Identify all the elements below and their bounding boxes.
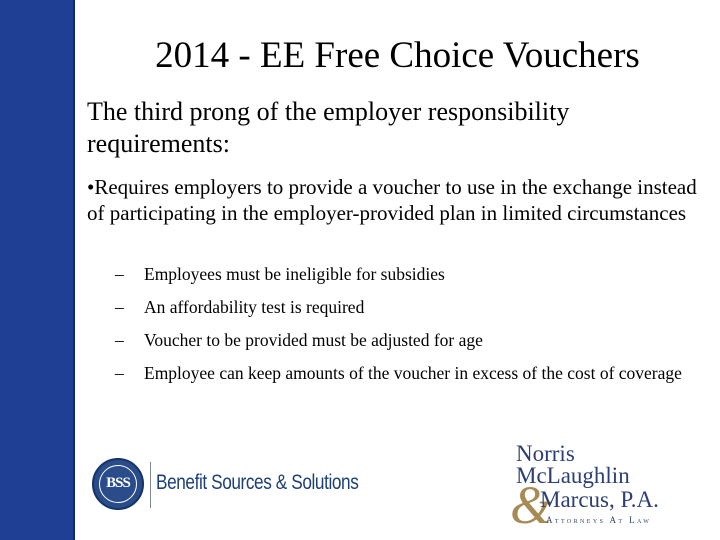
dash-marker: – (115, 363, 124, 383)
sub-bullet (115, 328, 705, 352)
ampersand-mark: & (510, 475, 553, 535)
intro-text: The third prong of the employer responsibility requirements: (87, 97, 570, 158)
firm-name-line2: McLaughlin (516, 463, 630, 488)
sub-bullet (115, 262, 705, 286)
benefit-sources-logo (92, 458, 382, 516)
sub-bullet (115, 361, 705, 385)
firm-name-line1: Norris (516, 441, 575, 466)
sub-bullet (115, 295, 705, 319)
slide-title: 2014 - EE Free Choice Vouchers (155, 35, 640, 76)
main-bullet: •Requires employers to provide a voucher to use in the exchange instead of participating in the employer-provided plan in limited circumstances (87, 175, 697, 225)
dash-marker: – (115, 330, 124, 350)
bss-company-name: Benefit Sources & Solutions (156, 471, 359, 494)
sub-bullet-text: Employee can keep amounts of the voucher in excess of the cost of coverage (144, 363, 682, 383)
sub-bullet-text: An affordability test is required (144, 297, 365, 317)
sub-bullet-text: Voucher to be provided must be adjusted for age (144, 330, 483, 350)
bss-seal-icon (92, 458, 144, 510)
sub-bullet-text: Employees must be ineligible for subsidies (144, 264, 445, 284)
firm-name-line3: Marcus, P.A. (540, 487, 659, 512)
firm-tagline: Attorneys At Law (546, 515, 652, 525)
logo-divider (150, 462, 151, 508)
dash-marker: – (115, 297, 124, 317)
sub-bullet-list (115, 262, 705, 394)
sidebar-edge (73, 0, 75, 540)
law-firm-logo (510, 442, 700, 534)
dash-marker: – (115, 264, 124, 284)
left-sidebar-band (0, 0, 73, 540)
bss-seal-letters: BSS (99, 465, 137, 503)
